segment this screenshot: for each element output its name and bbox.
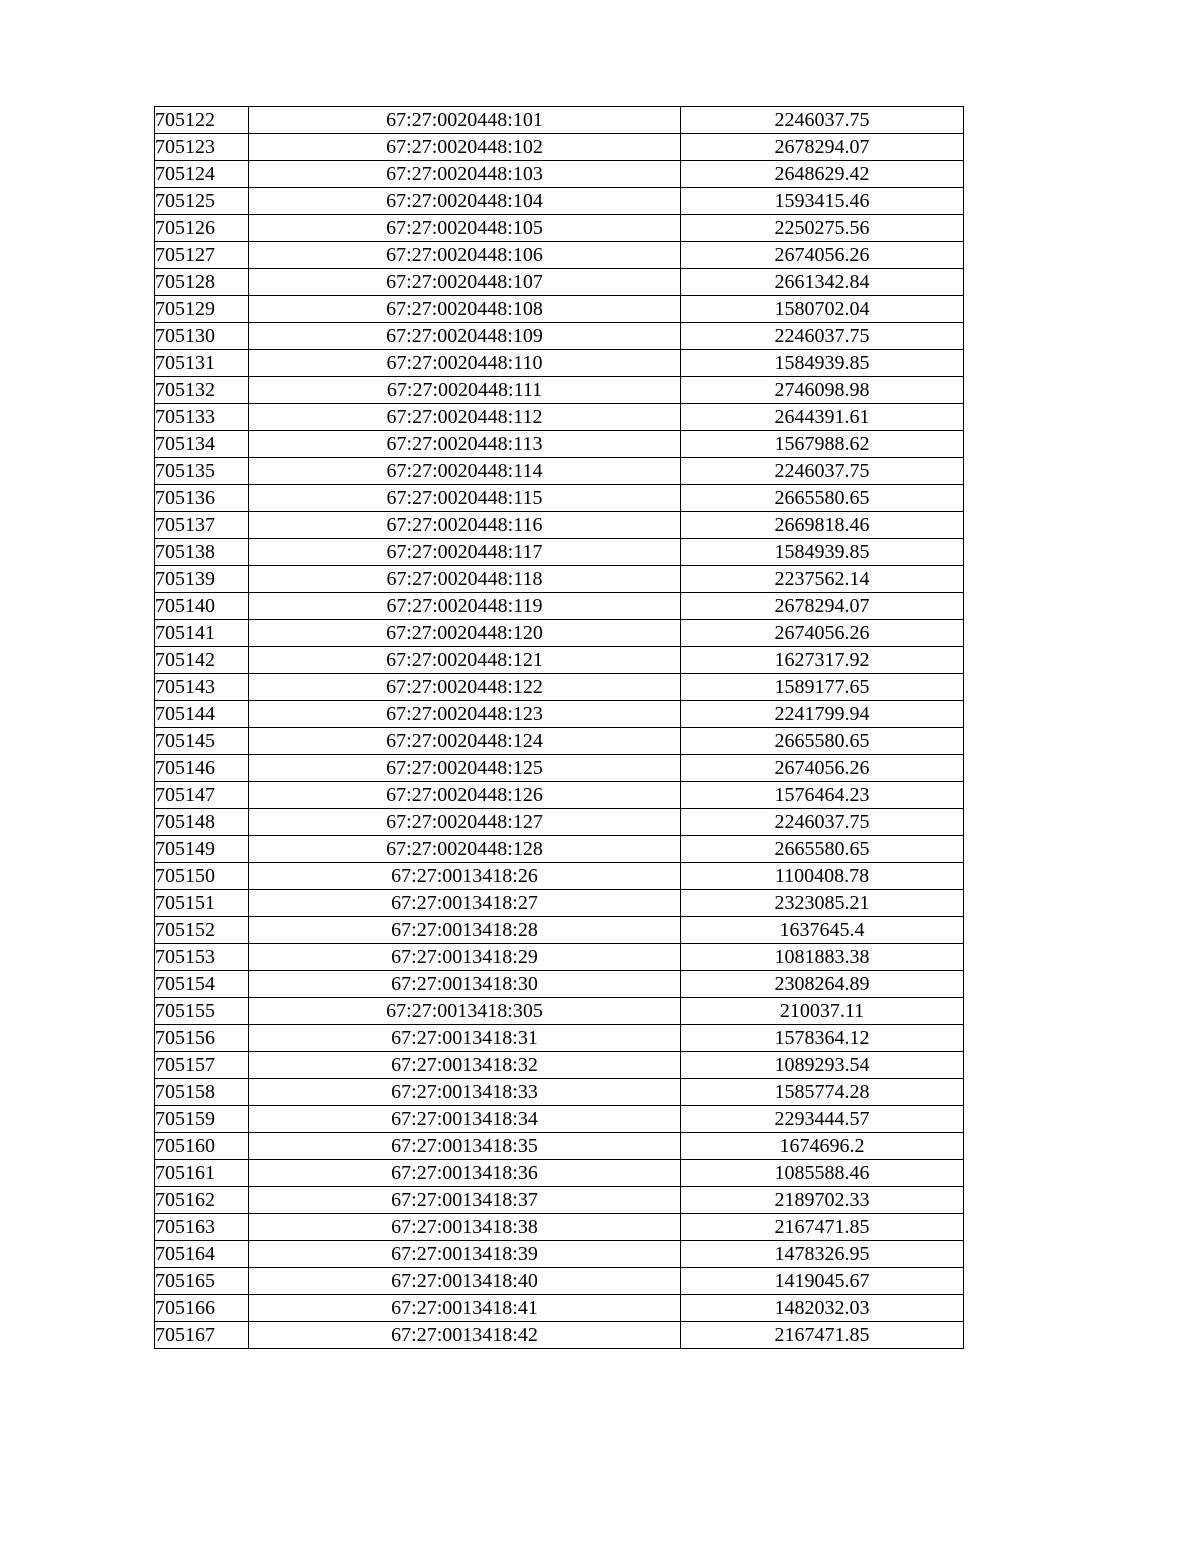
table-row: [155, 890, 964, 917]
table-row: [155, 1025, 964, 1052]
table-row: [155, 755, 964, 782]
value-cell: 2246037.75: [681, 107, 964, 134]
row-number-cell: 705142: [155, 647, 249, 674]
value-cell: 1567988.62: [681, 431, 964, 458]
row-number-cell: 705165: [155, 1268, 249, 1295]
row-number-cell: 705124: [155, 161, 249, 188]
table-row: [155, 944, 964, 971]
table-row: [155, 782, 964, 809]
value-cell: 2293444.57: [681, 1106, 964, 1133]
cadastral-number-cell: 67:27:0020448:120: [249, 620, 681, 647]
cadastral-number-cell: 67:27:0020448:109: [249, 323, 681, 350]
row-number-cell: 705148: [155, 809, 249, 836]
cadastral-number-cell: 67:27:0013418:36: [249, 1160, 681, 1187]
table-row: [155, 269, 964, 296]
cadastral-number-cell: 67:27:0013418:27: [249, 890, 681, 917]
row-number-cell: 705134: [155, 431, 249, 458]
row-number-cell: 705144: [155, 701, 249, 728]
row-number-cell: 705132: [155, 377, 249, 404]
value-cell: 2674056.26: [681, 620, 964, 647]
value-cell: 2167471.85: [681, 1322, 964, 1349]
cadastral-number-cell: 67:27:0013418:38: [249, 1214, 681, 1241]
value-cell: 2308264.89: [681, 971, 964, 998]
table-row: [155, 458, 964, 485]
table-row: [155, 566, 964, 593]
cadastral-number-cell: 67:27:0020448:115: [249, 485, 681, 512]
cadastral-number-cell: 67:27:0020448:101: [249, 107, 681, 134]
table-row: [155, 917, 964, 944]
cadastral-number-cell: 67:27:0020448:102: [249, 134, 681, 161]
row-number-cell: 705167: [155, 1322, 249, 1349]
cadastral-number-cell: 67:27:0013418:29: [249, 944, 681, 971]
value-cell: 2167471.85: [681, 1214, 964, 1241]
cadastral-number-cell: 67:27:0020448:111: [249, 377, 681, 404]
table-row: [155, 593, 964, 620]
table-row: [155, 836, 964, 863]
table-row: [155, 701, 964, 728]
cadastral-number-cell: 67:27:0020448:108: [249, 296, 681, 323]
value-cell: 2241799.94: [681, 701, 964, 728]
data-table: [154, 106, 964, 1349]
row-number-cell: 705140: [155, 593, 249, 620]
table-row: [155, 134, 964, 161]
table-row: [155, 539, 964, 566]
row-number-cell: 705155: [155, 998, 249, 1025]
table-row: [155, 998, 964, 1025]
row-number-cell: 705145: [155, 728, 249, 755]
row-number-cell: 705157: [155, 1052, 249, 1079]
cadastral-number-cell: 67:27:0013418:39: [249, 1241, 681, 1268]
row-number-cell: 705136: [155, 485, 249, 512]
cadastral-number-cell: 67:27:0013418:305: [249, 998, 681, 1025]
table-row: [155, 323, 964, 350]
value-cell: 2189702.33: [681, 1187, 964, 1214]
table-row: [155, 1214, 964, 1241]
cadastral-number-cell: 67:27:0020448:121: [249, 647, 681, 674]
value-cell: 2678294.07: [681, 134, 964, 161]
table-row: [155, 215, 964, 242]
row-number-cell: 705137: [155, 512, 249, 539]
value-cell: 1580702.04: [681, 296, 964, 323]
table-row: [155, 1268, 964, 1295]
row-number-cell: 705127: [155, 242, 249, 269]
value-cell: 2674056.26: [681, 755, 964, 782]
cadastral-number-cell: 67:27:0020448:124: [249, 728, 681, 755]
value-cell: 1576464.23: [681, 782, 964, 809]
value-cell: 1593415.46: [681, 188, 964, 215]
value-cell: 1589177.65: [681, 674, 964, 701]
table-row: [155, 1052, 964, 1079]
table-row: [155, 404, 964, 431]
cadastral-number-cell: 67:27:0020448:110: [249, 350, 681, 377]
value-cell: 2746098.98: [681, 377, 964, 404]
table-row: [155, 1133, 964, 1160]
table-row: [155, 107, 964, 134]
cadastral-number-cell: 67:27:0013418:35: [249, 1133, 681, 1160]
value-cell: 2661342.84: [681, 269, 964, 296]
row-number-cell: 705162: [155, 1187, 249, 1214]
cadastral-number-cell: 67:27:0013418:26: [249, 863, 681, 890]
value-cell: 1637645.4: [681, 917, 964, 944]
table-row: [155, 863, 964, 890]
row-number-cell: 705147: [155, 782, 249, 809]
row-number-cell: 705129: [155, 296, 249, 323]
row-number-cell: 705154: [155, 971, 249, 998]
row-number-cell: 705152: [155, 917, 249, 944]
row-number-cell: 705138: [155, 539, 249, 566]
row-number-cell: 705160: [155, 1133, 249, 1160]
value-cell: 1419045.67: [681, 1268, 964, 1295]
row-number-cell: 705131: [155, 350, 249, 377]
row-number-cell: 705166: [155, 1295, 249, 1322]
cadastral-number-cell: 67:27:0013418:28: [249, 917, 681, 944]
cadastral-number-cell: 67:27:0013418:40: [249, 1268, 681, 1295]
table-row: [155, 674, 964, 701]
value-cell: 1584939.85: [681, 539, 964, 566]
row-number-cell: 705151: [155, 890, 249, 917]
cadastral-number-cell: 67:27:0020448:105: [249, 215, 681, 242]
value-cell: 1584939.85: [681, 350, 964, 377]
table-body: [155, 107, 964, 1349]
cadastral-number-cell: 67:27:0020448:118: [249, 566, 681, 593]
row-number-cell: 705123: [155, 134, 249, 161]
row-number-cell: 705122: [155, 107, 249, 134]
cadastral-number-cell: 67:27:0013418:33: [249, 1079, 681, 1106]
row-number-cell: 705135: [155, 458, 249, 485]
value-cell: 1100408.78: [681, 863, 964, 890]
value-cell: 2250275.56: [681, 215, 964, 242]
row-number-cell: 705158: [155, 1079, 249, 1106]
table-row: [155, 647, 964, 674]
table-row: [155, 431, 964, 458]
table-row: [155, 1160, 964, 1187]
table-row: [155, 485, 964, 512]
value-cell: 2644391.61: [681, 404, 964, 431]
value-cell: 2246037.75: [681, 458, 964, 485]
row-number-cell: 705130: [155, 323, 249, 350]
row-number-cell: 705159: [155, 1106, 249, 1133]
cadastral-number-cell: 67:27:0020448:117: [249, 539, 681, 566]
row-number-cell: 705164: [155, 1241, 249, 1268]
value-cell: 1081883.38: [681, 944, 964, 971]
cadastral-number-cell: 67:27:0020448:125: [249, 755, 681, 782]
row-number-cell: 705149: [155, 836, 249, 863]
table-row: [155, 188, 964, 215]
value-cell: 2669818.46: [681, 512, 964, 539]
value-cell: 1627317.92: [681, 647, 964, 674]
table-row: [155, 350, 964, 377]
value-cell: 2665580.65: [681, 728, 964, 755]
cadastral-number-cell: 67:27:0020448:106: [249, 242, 681, 269]
table-row: [155, 242, 964, 269]
row-number-cell: 705126: [155, 215, 249, 242]
cadastral-number-cell: 67:27:0013418:34: [249, 1106, 681, 1133]
cadastral-number-cell: 67:27:0020448:116: [249, 512, 681, 539]
row-number-cell: 705153: [155, 944, 249, 971]
value-cell: 1674696.2: [681, 1133, 964, 1160]
row-number-cell: 705150: [155, 863, 249, 890]
table-row: [155, 296, 964, 323]
value-cell: 2246037.75: [681, 323, 964, 350]
value-cell: 2323085.21: [681, 890, 964, 917]
value-cell: 1089293.54: [681, 1052, 964, 1079]
row-number-cell: 705143: [155, 674, 249, 701]
cadastral-number-cell: 67:27:0020448:122: [249, 674, 681, 701]
cadastral-number-cell: 67:27:0020448:107: [249, 269, 681, 296]
table-row: [155, 971, 964, 998]
row-number-cell: 705141: [155, 620, 249, 647]
table-row: [155, 512, 964, 539]
value-cell: 1578364.12: [681, 1025, 964, 1052]
cadastral-number-cell: 67:27:0013418:31: [249, 1025, 681, 1052]
cadastral-number-cell: 67:27:0020448:126: [249, 782, 681, 809]
row-number-cell: 705163: [155, 1214, 249, 1241]
value-cell: 210037.11: [681, 998, 964, 1025]
value-cell: 1482032.03: [681, 1295, 964, 1322]
value-cell: 2674056.26: [681, 242, 964, 269]
row-number-cell: 705125: [155, 188, 249, 215]
row-number-cell: 705156: [155, 1025, 249, 1052]
table-row: [155, 728, 964, 755]
row-number-cell: 705146: [155, 755, 249, 782]
cadastral-number-cell: 67:27:0013418:30: [249, 971, 681, 998]
cadastral-number-cell: 67:27:0020448:123: [249, 701, 681, 728]
cadastral-number-cell: 67:27:0020448:104: [249, 188, 681, 215]
value-cell: 2678294.07: [681, 593, 964, 620]
table-row: [155, 1106, 964, 1133]
cadastral-number-cell: 67:27:0013418:41: [249, 1295, 681, 1322]
value-cell: 2237562.14: [681, 566, 964, 593]
value-cell: 2665580.65: [681, 485, 964, 512]
table-row: [155, 1322, 964, 1349]
table-row: [155, 809, 964, 836]
table-row: [155, 377, 964, 404]
value-cell: 1085588.46: [681, 1160, 964, 1187]
table-row: [155, 620, 964, 647]
cadastral-number-cell: 67:27:0020448:119: [249, 593, 681, 620]
value-cell: 2665580.65: [681, 836, 964, 863]
value-cell: 1478326.95: [681, 1241, 964, 1268]
cadastral-number-cell: 67:27:0020448:103: [249, 161, 681, 188]
cadastral-number-cell: 67:27:0013418:32: [249, 1052, 681, 1079]
cadastral-number-cell: 67:27:0013418:37: [249, 1187, 681, 1214]
cadastral-number-cell: 67:27:0020448:127: [249, 809, 681, 836]
cadastral-number-cell: 67:27:0020448:128: [249, 836, 681, 863]
table-row: [155, 1187, 964, 1214]
cadastral-number-cell: 67:27:0020448:112: [249, 404, 681, 431]
row-number-cell: 705139: [155, 566, 249, 593]
row-number-cell: 705161: [155, 1160, 249, 1187]
cadastral-number-cell: 67:27:0020448:113: [249, 431, 681, 458]
cadastral-number-cell: 67:27:0013418:42: [249, 1322, 681, 1349]
table-row: [155, 1241, 964, 1268]
cadastral-number-cell: 67:27:0020448:114: [249, 458, 681, 485]
table-row: [155, 1295, 964, 1322]
table-row: [155, 1079, 964, 1106]
row-number-cell: 705128: [155, 269, 249, 296]
row-number-cell: 705133: [155, 404, 249, 431]
value-cell: 1585774.28: [681, 1079, 964, 1106]
value-cell: 2648629.42: [681, 161, 964, 188]
value-cell: 2246037.75: [681, 809, 964, 836]
table-row: [155, 161, 964, 188]
